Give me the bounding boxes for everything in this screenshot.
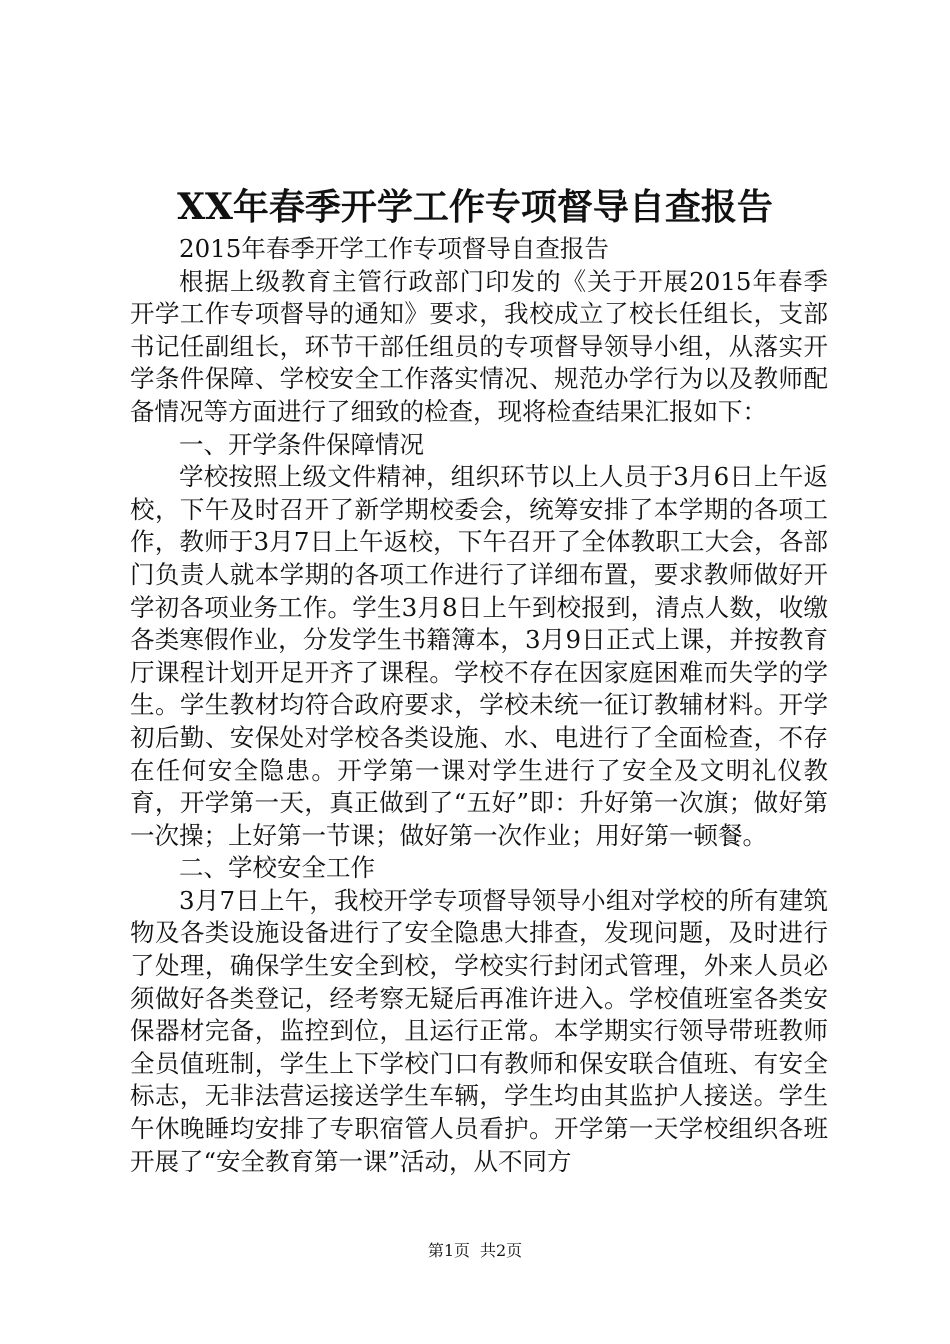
- document-body: [130, 233, 828, 1178]
- page-total: 共2页: [480, 1241, 523, 1260]
- section-heading-1: 一、开学条件保障情况: [179, 429, 424, 459]
- document-title: XX年春季开学工作专项督导自查报告: [177, 186, 773, 228]
- subtitle-paragraph: 2015年春季开学工作专项督导自查报告: [179, 234, 609, 263]
- page-number: 第1页: [427, 1241, 470, 1260]
- page-footer: [0, 1240, 950, 1262]
- section-2-paragraph: 3月7日上午，我校开学专项督导领导小组对学校的所有建筑物及各类设施设备进行了安全隐患大排查，发现问题，及时进行了处理，确保学生安全到校，学校实行封闭式管理，外来人员必须做好各类登记，经考察无疑后再准许进入。学校值班室各类安保器材完备，监控到位，且运行正常。本学期实行领导带班教师全员值班制，学生上下学校门口有教师和保安联合值班、有安全标志，无非法营运接送学生车辆，学生均由其监护人接送。学生午休晚睡均安排了专职宿管人员看护。开学第一天学校组织各班开展了“安全教育第一课”活动，从不同方: [130, 885, 828, 1176]
- section-heading-2: 二、学校安全工作: [179, 853, 375, 883]
- intro-paragraph: 根据上级教育主管行政部门印发的《关于开展2015年春季开学工作专项督导的通知》要求，我校成立了校长任组长，支部书记任副组长，环节干部任组员的专项督导领导小组，从落实开学条件保障、学校安全工作落实情况、规范办学行为以及教师配备情况等方面进行了细致的检查，现将检查结果汇报如下：: [130, 266, 828, 426]
- section-1-paragraph: 学校按照上级文件精神，组织环节以上人员于3月6日上午返校，下午及时召开了新学期校委会，统筹安排了本学期的各项工作，教师于3月7日上午返校，下午召开了全体教职工大会，各部门负责人就本学期的各项工作进行了详细布置，要求教师做好开学初各项业务工作。学生3月8日上午到校报到，清点人数，收缴各类寒假作业，分发学生书籍簿本，3月9日正式上课，并按教育厅课程计划开足开齐了课程。学校不存在因家庭困难而失学的学生。学生教材均符合政府要求，学校未统一征订教辅材料。开学初后勤、安保处对学校各类设施、水、电进行了全面检查，不存在任何安全隐患。开学第一课对学生进行了安全及文明礼仪教育，开学第一天，真正做到了“五好”即：升好第一次旗；做好第一次操；上好第一节课；做好第一次作业；用好第一顿餐。: [130, 462, 828, 850]
